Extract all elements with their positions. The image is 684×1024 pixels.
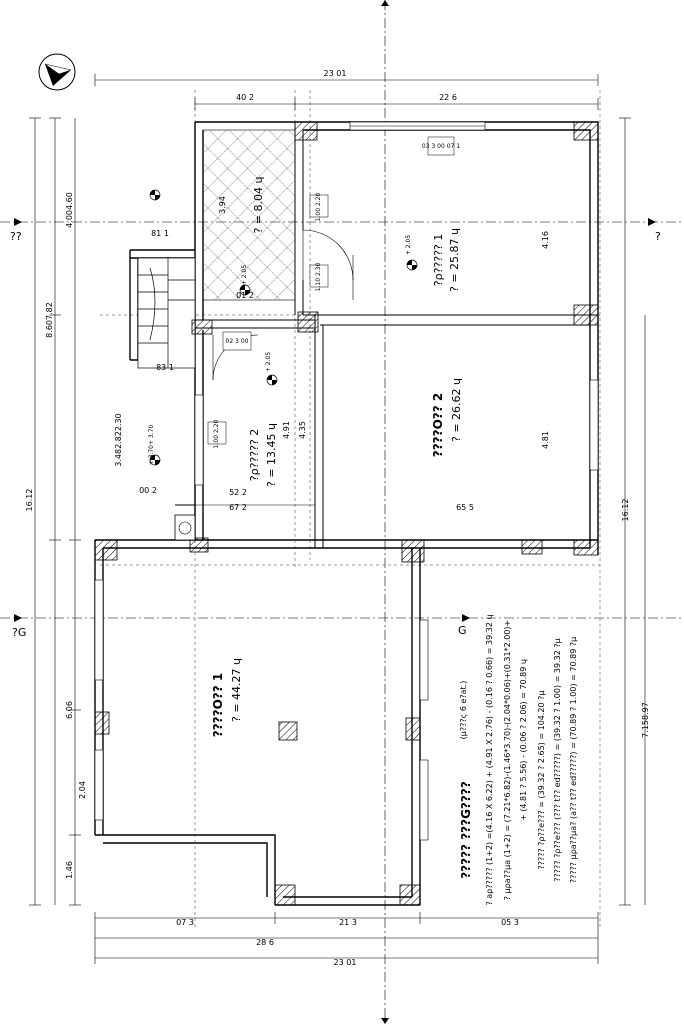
axis-label-top-left: ??: [10, 230, 22, 243]
dim-bath-width: 00 2: [139, 486, 157, 495]
dim-left-lower: 3.482.822.30: [114, 413, 123, 467]
window-tag-4: 1.00 2.20: [213, 419, 220, 449]
axis-label-top-right: ?: [655, 230, 661, 243]
staircase: [138, 258, 195, 368]
dim-inner-491: 4.91: [282, 421, 291, 439]
dim-top-right: 22 6: [439, 93, 457, 102]
dim-bottom-left: 07 3: [176, 918, 194, 927]
dim-inner-416: 4.16: [541, 231, 550, 249]
dim-bottom-sub: 28 6: [256, 938, 274, 947]
calc-subtitle: (μ???ς 6 e?at.): [459, 680, 468, 740]
dim-left-mid: 8.607.82: [45, 302, 54, 338]
dim-left-top: 4.004.60: [65, 192, 74, 228]
axis-label-mid-right: G: [458, 624, 467, 637]
calc-line-4: ????? ?ρ??e??? = (39.32 ? 2.65) = 104.20 ?μ: [537, 690, 546, 870]
room2-name: ????O?? 2: [431, 392, 445, 458]
room1-level: + 2.05: [405, 234, 412, 256]
dim-bottom-mid: 21 3: [339, 918, 357, 927]
dim-stair-width: 81 1: [151, 229, 169, 238]
north-arrow-icon: [39, 54, 75, 90]
calc-line-2: ? μρa??μa (1+2) = (7.21*6.82)-(1.46*3.70)-(2.04*0.06)+(0.31*2.00)+: [503, 619, 512, 901]
dim-hall-52: 52 2: [229, 488, 247, 497]
dim-stair-01: 01 2: [236, 291, 254, 300]
calc-line-6: ????? μρa??μa? (a?? t?? ed?????) = (70.89 ? 1.00) = 70.89 ?μ: [569, 636, 578, 884]
terrace-area: ? = 8.04 ɥ: [252, 176, 265, 234]
dim-inner-394: 3.94: [218, 196, 227, 214]
main-room-area: ? = 44.27 ɥ: [230, 657, 243, 723]
dim-right-total: 7.158.97: [641, 702, 650, 738]
room1-area: ? = 25.87 ɥ: [448, 227, 461, 293]
calc-line-1: ? aρ????? (1+2) =(4.16 X 6.22) + (4.91 X 2.76) - (0.16 ? 0.66) = 39.32 ɥ: [485, 614, 494, 906]
dim-left-146: 1.46: [65, 861, 74, 879]
hall-name: ?ρ????? 2: [248, 428, 261, 482]
calc-line-3: + (4.81 ? 5.56) - (0.06 ? 2.06) = 70.89 ɥ: [519, 659, 528, 821]
main-room-name: ????O?? 1: [211, 672, 225, 738]
hall-level: + 2.05: [265, 351, 272, 373]
window-tag-5: 03 3 00 07 1: [421, 143, 461, 150]
dim-hall-67: 67 2: [229, 503, 247, 512]
window-tag-2: 1.10 2.30: [315, 262, 322, 292]
dim-bottom-total: 23 01: [333, 958, 357, 967]
level-370: + 3.70+ 3.70: [148, 424, 155, 466]
room1-name: ?ρ????? 1: [432, 233, 445, 287]
dim-left-204: 2.04: [78, 781, 87, 799]
stair-level: + 2.05: [241, 264, 248, 286]
dim-inner-435: 4.35: [298, 421, 307, 439]
dim-inner-481: 4.81: [541, 431, 550, 449]
dim-right-height: 16.12: [621, 498, 630, 522]
dim-left-606: 6.06: [65, 701, 74, 719]
dim-top-left: 40 2: [236, 93, 254, 102]
axis-label-mid-left: ?G: [12, 626, 27, 639]
hall-area: ? = 13.45 ɥ: [265, 422, 278, 488]
room2-area: ? = 26.62 ɥ: [450, 377, 463, 443]
dim-left-height: 16.12: [25, 488, 34, 512]
window-tag-3: 02 3 00: [225, 338, 249, 345]
dim-bottom-right: 05 3: [501, 918, 519, 927]
dim-room-65: 65 5: [456, 503, 474, 512]
terrace-tiles: [203, 130, 295, 300]
calc-line-5: ????? ?ρ??e??? (??? t?? ed?????) = (39.32 ? 1.00) = 39.32 ?μ: [553, 638, 562, 882]
dim-stair-landing: 83 1: [156, 363, 174, 372]
calc-title: ????? ???G????: [459, 781, 473, 879]
dim-top-total: 23 01: [323, 69, 347, 78]
window-tag-1: 1.00 2.20: [315, 192, 322, 222]
